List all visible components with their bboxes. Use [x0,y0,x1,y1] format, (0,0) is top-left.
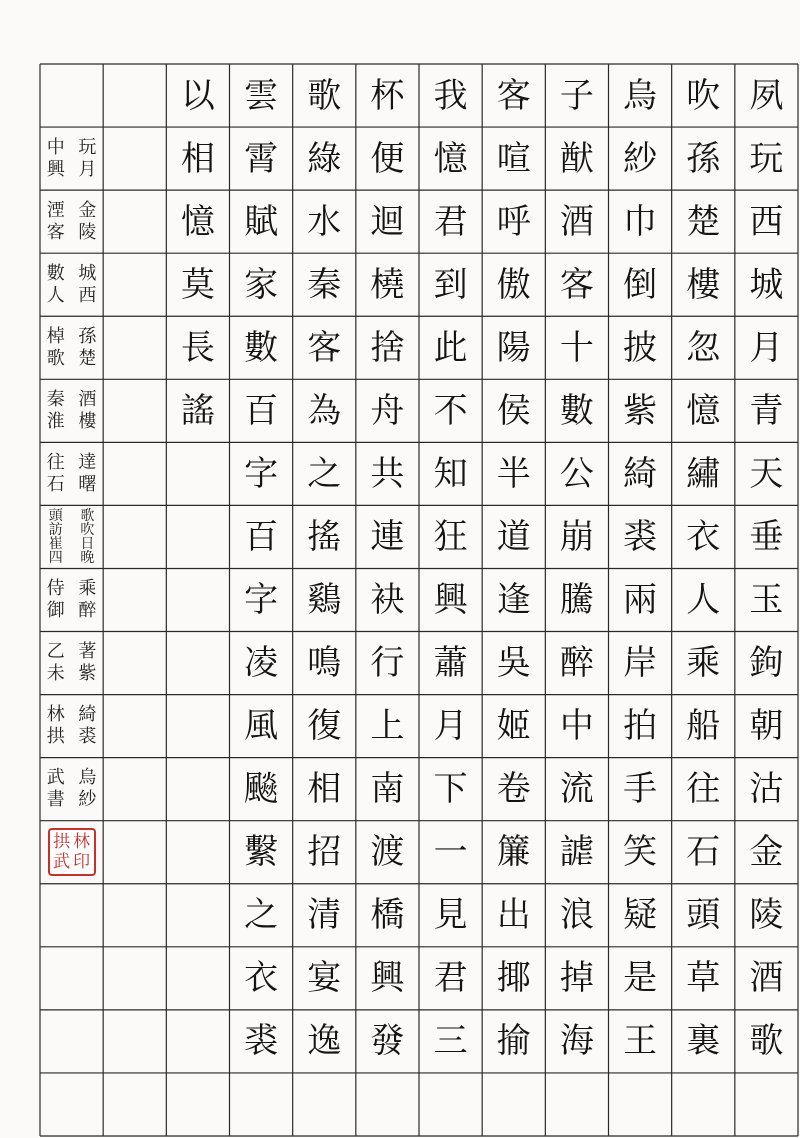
poem-char: 揄 [496,1021,531,1062]
poem-char: 金 [749,832,784,873]
poem-char: 發 [370,1021,405,1062]
poem-char: 半 [496,453,531,494]
poem-char: 下 [433,769,468,810]
poem-char: 宴 [307,958,342,999]
poem-char: 是 [623,958,658,999]
poem-char: 孫 [686,138,721,179]
poem-char: 十 [559,327,594,368]
poem-char: 憶 [686,390,721,431]
poem-char: 岸 [623,643,658,684]
poem-char: 倒 [623,264,658,305]
poem-char: 興 [433,579,468,620]
poem-char: 到 [433,264,468,305]
inscription-text: 武 書 [46,767,65,811]
poem-char: 傲 [496,264,531,305]
poem-char: 裘 [244,1021,279,1062]
poem-char: 便 [370,138,405,179]
poem-char: 逸 [307,1021,342,1062]
poem-char: 道 [496,516,531,557]
poem-char: 橋 [370,895,405,936]
poem-char: 騰 [559,579,594,620]
poem-char: 連 [370,516,405,557]
poem-char: 笑 [623,832,658,873]
poem-char: 吹 [686,75,721,116]
poem-char: 人 [686,579,721,620]
poem-char: 相 [307,769,342,810]
poem-char: 掉 [559,958,594,999]
inscription-text: 達 曙 [78,451,97,495]
poem-char: 玉 [749,579,784,620]
poem-char: 喧 [496,138,531,179]
poem-char: 繡 [686,453,721,494]
inscription-text: 秦 淮 [46,388,65,432]
poem-char: 兩 [623,579,658,620]
poem-char: 數 [559,390,594,431]
poem-char: 飈 [244,769,279,810]
poem-char: 三 [433,1021,468,1062]
poem-char: 知 [433,453,468,494]
poem-char: 君 [433,958,468,999]
poem-char: 上 [370,706,405,747]
poem-char: 呼 [496,201,531,242]
poem-char: 此 [433,327,468,368]
poem-char: 船 [686,706,721,747]
poem-char: 共 [370,453,405,494]
poem-char: 子 [559,75,594,116]
poem-char: 一 [433,832,468,873]
poem-char: 繫 [244,832,279,873]
poem-char: 杯 [370,75,405,116]
poem-char: 浪 [559,895,594,936]
poem-char: 醉 [559,643,594,684]
poem-char: 之 [307,453,342,494]
poem-char: 字 [244,579,279,620]
inscription-text: 數 人 [46,262,65,306]
inscription-text: 湮 客 [46,199,65,243]
inscription-text: 玩 月 [78,136,97,180]
poem-char: 之 [244,895,279,936]
inscription-text: 中 興 [46,136,65,180]
poem-char: 以 [180,75,215,116]
poem-char: 酒 [559,201,594,242]
poem-char: 霄 [244,138,279,179]
poem-char: 陽 [496,327,531,368]
inscription-text: 乙 未 [46,641,65,685]
poem-char: 鷄 [307,579,342,620]
poem-char: 月 [433,706,468,747]
poem-char: 草 [686,958,721,999]
poem-char: 紗 [623,138,658,179]
poem-char: 樓 [686,264,721,305]
inscription-text: 孫 楚 [78,325,97,369]
poem-char: 公 [559,453,594,494]
poem-char: 天 [749,453,784,494]
seal-char: 印 [73,851,91,872]
poem-char: 裘 [623,516,658,557]
poem-char: 石 [686,832,721,873]
poem-char: 狂 [433,516,468,557]
poem-char: 簾 [496,832,531,873]
poem-char: 城 [749,264,784,305]
poem-char: 朝 [749,706,784,747]
poem-char: 手 [623,769,658,810]
poem-char: 夙 [749,75,784,116]
poem-char: 忽 [686,327,721,368]
poem-char: 君 [433,201,468,242]
poem-char: 清 [307,895,342,936]
poem-char: 捨 [370,327,405,368]
poem-char: 長 [180,327,215,368]
poem-char: 家 [244,264,279,305]
poem-char: 興 [370,958,405,999]
poem-char: 莫 [180,264,215,305]
seal-char: 武 [53,851,71,872]
poem-char: 賦 [244,201,279,242]
poem-char: 搖 [307,516,342,557]
poem-char: 見 [433,895,468,936]
inscription-text: 金 陵 [78,199,97,243]
poem-char: 巾 [623,201,658,242]
poem-char: 垂 [749,516,784,557]
poem-char: 烏 [623,75,658,116]
poem-char: 綠 [307,138,342,179]
poem-char: 流 [559,769,594,810]
poem-char: 月 [749,327,784,368]
poem-char: 卷 [496,769,531,810]
inscription-text: 著 紫 [78,641,97,685]
poem-char: 風 [244,706,279,747]
poem-char: 猷 [559,138,594,179]
poem-char: 百 [244,390,279,431]
poem-char: 數 [244,327,279,368]
poem-char: 侯 [496,390,531,431]
poem-char: 復 [307,706,342,747]
seal-char: 林 [73,831,91,852]
poem-char: 客 [559,264,594,305]
poem-char: 披 [623,327,658,368]
poem-char: 憶 [433,138,468,179]
poem-char: 衣 [686,516,721,557]
poem-char: 沽 [749,769,784,810]
poem-char: 字 [244,453,279,494]
poem-char: 客 [307,327,342,368]
poem-char: 憶 [180,201,215,242]
poem-char: 相 [180,138,215,179]
poem-char: 中 [559,706,594,747]
poem-char: 姬 [496,706,531,747]
poem-char: 行 [370,643,405,684]
poem-char: 歌 [749,1021,784,1062]
poem-char: 百 [244,516,279,557]
inscription-text: 酒 樓 [78,388,97,432]
poem-char: 舟 [370,390,405,431]
poem-char: 雲 [244,75,279,116]
poem-char: 衣 [244,958,279,999]
inscription-text: 綺 裘 [78,704,97,748]
inscription-text: 烏 紗 [78,767,97,811]
poem-char: 鉤 [749,643,784,684]
poem-char: 綺 [623,453,658,494]
inscription-text: 往 石 [46,451,65,495]
poem-char: 西 [749,201,784,242]
poem-char: 招 [307,832,342,873]
poem-char: 不 [433,390,468,431]
poem-char: 秦 [307,264,342,305]
poem-char: 玩 [749,138,784,179]
poem-char: 酒 [749,958,784,999]
inscription-text: 乘 醉 [78,577,97,621]
inscription-text: 城 西 [78,262,97,306]
poem-char: 歌 [307,75,342,116]
poem-char: 蕭 [433,643,468,684]
poem-char: 吳 [496,643,531,684]
poem-char: 謠 [180,390,215,431]
poem-char: 逢 [496,579,531,620]
poem-char: 疑 [623,895,658,936]
poem-char: 王 [623,1021,658,1062]
poem-char: 出 [496,895,531,936]
poem-char: 崩 [559,516,594,557]
poem-char: 客 [496,75,531,116]
inscription-text: 歌 吹 日 晚 [80,507,95,566]
inscription-text: 頭 訪 崔 四 [48,507,63,566]
poem-char: 紫 [623,390,658,431]
poem-char: 南 [370,769,405,810]
poem-char: 迴 [370,201,405,242]
poem-char: 為 [307,390,342,431]
poem-char: 我 [433,75,468,116]
poem-char: 橈 [370,264,405,305]
poem-char: 頭 [686,895,721,936]
poem-char: 青 [749,390,784,431]
poem-char: 海 [559,1021,594,1062]
poem-char: 陵 [749,895,784,936]
poem-char: 凌 [244,643,279,684]
poem-char: 渡 [370,832,405,873]
inscription-text: 棹 歌 [46,325,65,369]
poem-char: 揶 [496,958,531,999]
poem-char: 謔 [559,832,594,873]
poem-char: 水 [307,201,342,242]
inscription-text: 侍 御 [46,577,65,621]
inscription-text: 林 拱 [46,704,65,748]
poem-char: 乘 [686,643,721,684]
poem-char: 楚 [686,201,721,242]
poem-char: 袂 [370,579,405,620]
red-seal [48,828,96,876]
poem-char: 鳴 [307,643,342,684]
poem-char: 拍 [623,706,658,747]
poem-char: 裏 [686,1021,721,1062]
poem-char: 往 [686,769,721,810]
seal-char: 拱 [53,831,71,852]
